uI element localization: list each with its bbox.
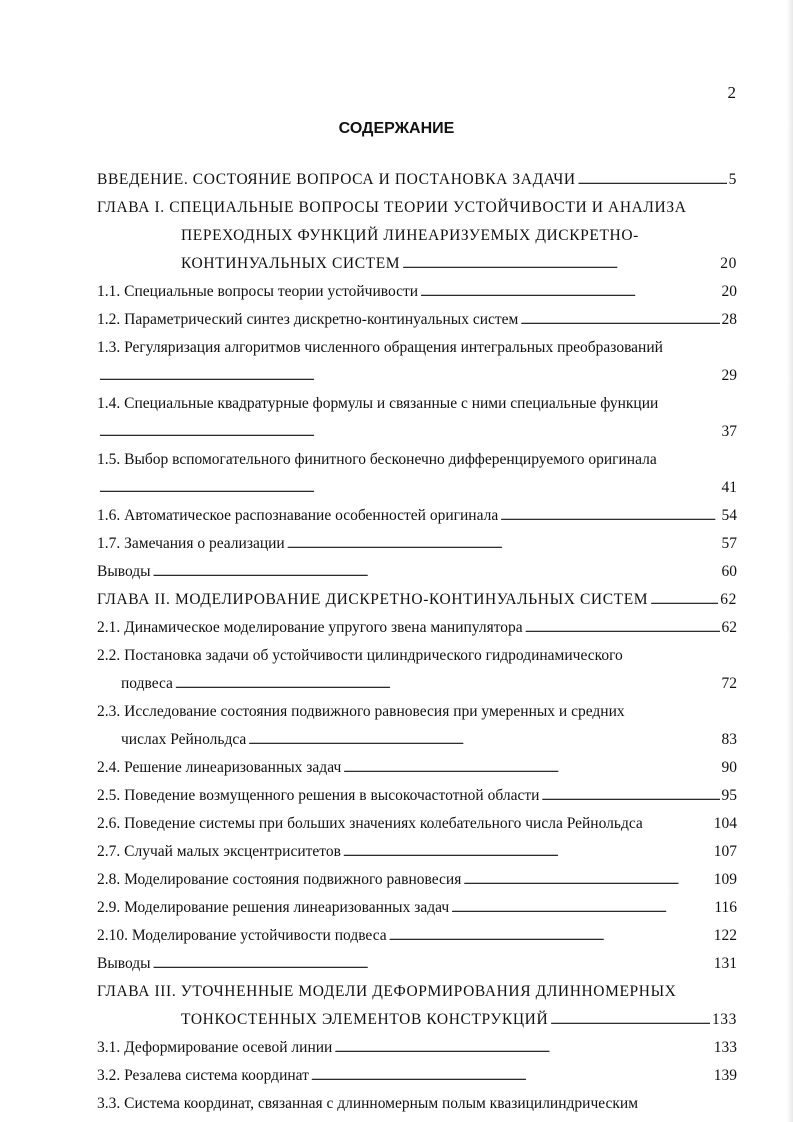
toc-entry-title: 2.8. Моделирование состояния подвижного равновесия <box>97 871 462 888</box>
page-number: 2 <box>727 83 736 102</box>
dot-leader <box>343 754 719 782</box>
toc-entry-title: 2.7. Случай малых эксцентриситетов <box>97 843 341 860</box>
toc-entry-2-8[interactable] <box>97 866 737 894</box>
toc-entry-title: 2.3. Исследование состояния подвижного равновесия при умеренных и средних <box>97 703 625 720</box>
toc-entry-2-3-cont[interactable] <box>97 726 737 754</box>
dot-leader <box>578 166 727 194</box>
toc-entry-page: 62 <box>720 591 737 608</box>
toc-entry-2-2[interactable] <box>97 642 737 670</box>
toc-entry-title: 1.5. Выбор вспомогательного финитного бесконечно дифференцируемого оригинала <box>97 451 657 468</box>
toc-entry-1-3-leader[interactable] <box>97 362 737 390</box>
dot-leader <box>525 614 720 642</box>
toc-entry-page: 37 <box>721 423 737 440</box>
toc-entry-page: 122 <box>713 927 737 944</box>
dot-leader <box>550 1006 710 1034</box>
dot-leader <box>311 1062 712 1090</box>
toc-entry-title: 1.7. Замечания о реализации <box>97 535 285 552</box>
toc-entry-page: 133 <box>713 1039 737 1056</box>
scan-edge-shadow <box>787 0 793 1122</box>
toc-entry-2-10[interactable] <box>97 922 737 950</box>
toc-entry-chapter-1[interactable] <box>97 194 737 222</box>
toc-entry-page: 54 <box>721 507 737 524</box>
dot-leader <box>463 866 711 894</box>
toc-entry-page: 131 <box>713 955 737 972</box>
dot-leader <box>153 950 712 978</box>
toc-entry-title: 2.2. Постановка задачи об устойчивости цилиндрического гидродинамического <box>97 647 623 664</box>
toc-entry-1-7[interactable] <box>97 530 737 558</box>
toc-entry-chapter-3[interactable] <box>97 978 737 1006</box>
toc-entry-title: 1.6. Автоматическое распознавание особенностей оригинала <box>97 507 499 524</box>
toc-entry-page: 72 <box>721 675 737 692</box>
dot-leader <box>650 586 718 614</box>
toc-entry-title: 2.5. Поведение возмущенного решения в высокочастотной области <box>97 787 540 804</box>
toc-entry-1-2[interactable] <box>97 306 737 334</box>
toc-entry-title: Выводы <box>97 563 151 580</box>
toc-entry-title: 1.3. Регуляризация алгоритмов численного обращения интегральных преобразований <box>97 339 663 356</box>
toc-entry-1-1[interactable] <box>97 278 737 306</box>
toc-entry-conclusions-1[interactable] <box>97 558 737 586</box>
toc-entry-page: 60 <box>721 563 737 580</box>
toc-entry-2-3[interactable] <box>97 698 737 726</box>
toc-entry-page: 29 <box>721 367 737 384</box>
toc-entry-title-cont: подвеса <box>121 675 173 692</box>
dot-leader <box>175 670 720 698</box>
toc-entry-title-cont: КОНТИНУАЛЬНЫХ СИСТЕМ <box>181 255 401 272</box>
toc-entry-title-cont: ТОНКОСТЕННЫХ ЭЛЕМЕНТОВ КОНСТРУКЦИЙ <box>181 1011 549 1028</box>
toc-entry-3-3[interactable] <box>97 1090 737 1118</box>
toc-entry-title: 2.9. Моделирование решения линеаризованных задач <box>97 899 450 916</box>
toc-entry-page: 28 <box>721 311 737 328</box>
toc-entry-2-7[interactable] <box>97 838 737 866</box>
toc-entry-page: 90 <box>721 759 737 776</box>
dot-leader <box>402 250 718 278</box>
toc-entry-1-4[interactable] <box>97 390 737 418</box>
table-of-contents <box>97 166 737 1118</box>
dot-leader <box>500 502 719 530</box>
toc-entry-2-4[interactable] <box>97 754 737 782</box>
toc-entry-1-5-leader[interactable] <box>97 474 737 502</box>
toc-entry-title-cont: числах Рейнольдса <box>121 731 247 748</box>
dot-leader <box>99 418 720 446</box>
dot-leader <box>520 306 719 334</box>
toc-entry-chapter-2[interactable] <box>97 586 737 614</box>
dot-leader <box>248 726 719 754</box>
toc-entry-title: 1.4. Специальные квадратурные формулы и связанные с ними специальные функции <box>97 395 659 412</box>
toc-entry-1-4-leader[interactable] <box>97 418 737 446</box>
toc-entry-title: ГЛАВА I. СПЕЦИАЛЬНЫЕ ВОПРОСЫ ТЕОРИИ УСТОЙЧИВОСТИ И АНАЛИЗА <box>97 199 687 216</box>
toc-entry-2-2-cont[interactable] <box>97 670 737 698</box>
toc-entry-conclusions-2[interactable] <box>97 950 737 978</box>
toc-entry-page: 83 <box>721 731 737 748</box>
toc-entry-page: 133 <box>711 1011 737 1028</box>
toc-entry-title: ГЛАВА III. УТОЧНЕННЫЕ МОДЕЛИ ДЕФОРМИРОВАНИЯ ДЛИННОМЕРНЫХ <box>97 983 677 1000</box>
toc-entry-3-1[interactable] <box>97 1034 737 1062</box>
toc-entry-page: 116 <box>714 899 737 916</box>
toc-entry-page: 109 <box>713 871 737 888</box>
toc-entry-1-6[interactable] <box>97 502 737 530</box>
toc-entry-page: 57 <box>721 535 737 552</box>
toc-entry-title: 1.2. Параметрический синтез дискретно-континуальных систем <box>97 311 519 328</box>
toc-entry-2-5[interactable] <box>97 782 737 810</box>
dot-leader <box>451 894 712 922</box>
toc-entry-title: 2.1. Динамическое моделирование упругого звена манипулятора <box>97 619 523 636</box>
toc-entry-2-1[interactable] <box>97 614 737 642</box>
toc-entry-title-cont: ПЕРЕХОДНЫХ ФУНКЦИЙ ЛИНЕАРИЗУЕМЫХ ДИСКРЕТНО- <box>181 227 639 244</box>
toc-entry-title: 3.3. Система координат, связанная с длинномерным полым квазицилиндрическим <box>97 1095 639 1112</box>
dot-leader <box>389 922 712 950</box>
toc-entry-3-2[interactable] <box>97 1062 737 1090</box>
toc-entry-page: 20 <box>721 283 737 300</box>
toc-entry-page: 139 <box>713 1067 737 1084</box>
toc-entry-title: ВВЕДЕНИЕ. СОСТОЯНИЕ ВОПРОСА И ПОСТАНОВКА ЗАДАЧИ <box>97 171 576 188</box>
dot-leader <box>99 474 720 502</box>
toc-entry-title: 3.2. Резалева система координат <box>97 1067 309 1084</box>
toc-entry-page: 107 <box>713 843 737 860</box>
toc-entry-title: Выводы <box>97 955 151 972</box>
toc-entry-page: 104 <box>713 815 737 832</box>
toc-entry-page: 20 <box>720 255 737 272</box>
toc-entry-page: 41 <box>721 479 737 496</box>
dot-leader <box>334 1034 711 1062</box>
toc-entry-2-6[interactable] <box>97 810 737 838</box>
toc-entry-1-5[interactable] <box>97 446 737 474</box>
toc-entry-page: 62 <box>721 619 737 636</box>
toc-entry-2-9[interactable] <box>97 894 737 922</box>
toc-entry-1-3[interactable] <box>97 334 737 362</box>
toc-entry-page: 5 <box>728 171 737 188</box>
toc-entry-title: 1.1. Специальные вопросы теории устойчивости <box>97 283 419 300</box>
dot-leader <box>99 362 720 390</box>
page-title: СОДЕРЖАНИЕ <box>338 120 455 137</box>
toc-entry-intro[interactable] <box>97 166 737 194</box>
toc-entry-chapter-1-end[interactable] <box>97 250 737 278</box>
toc-entry-title: 2.6. Поведение системы при больших значениях колебательного числа Рейнольдса <box>97 815 643 832</box>
toc-entry-title: 2.4. Решение линеаризованных задач <box>97 759 342 776</box>
toc-entry-chapter-1-cont <box>97 222 737 250</box>
dot-leader <box>343 838 712 866</box>
toc-entry-page: 95 <box>721 787 737 804</box>
toc-entry-title: 2.10. Моделирование устойчивости подвеса <box>97 927 387 944</box>
dot-leader <box>420 278 719 306</box>
toc-entry-title: ГЛАВА II. МОДЕЛИРОВАНИЕ ДИСКРЕТНО-КОНТИНУАЛЬНЫХ СИСТЕМ <box>97 591 649 608</box>
dot-leader <box>287 530 720 558</box>
toc-entry-chapter-3-end[interactable] <box>97 1006 737 1034</box>
dot-leader <box>541 782 719 810</box>
dot-leader <box>153 558 720 586</box>
toc-entry-title: 3.1. Деформирование осевой линии <box>97 1039 333 1056</box>
